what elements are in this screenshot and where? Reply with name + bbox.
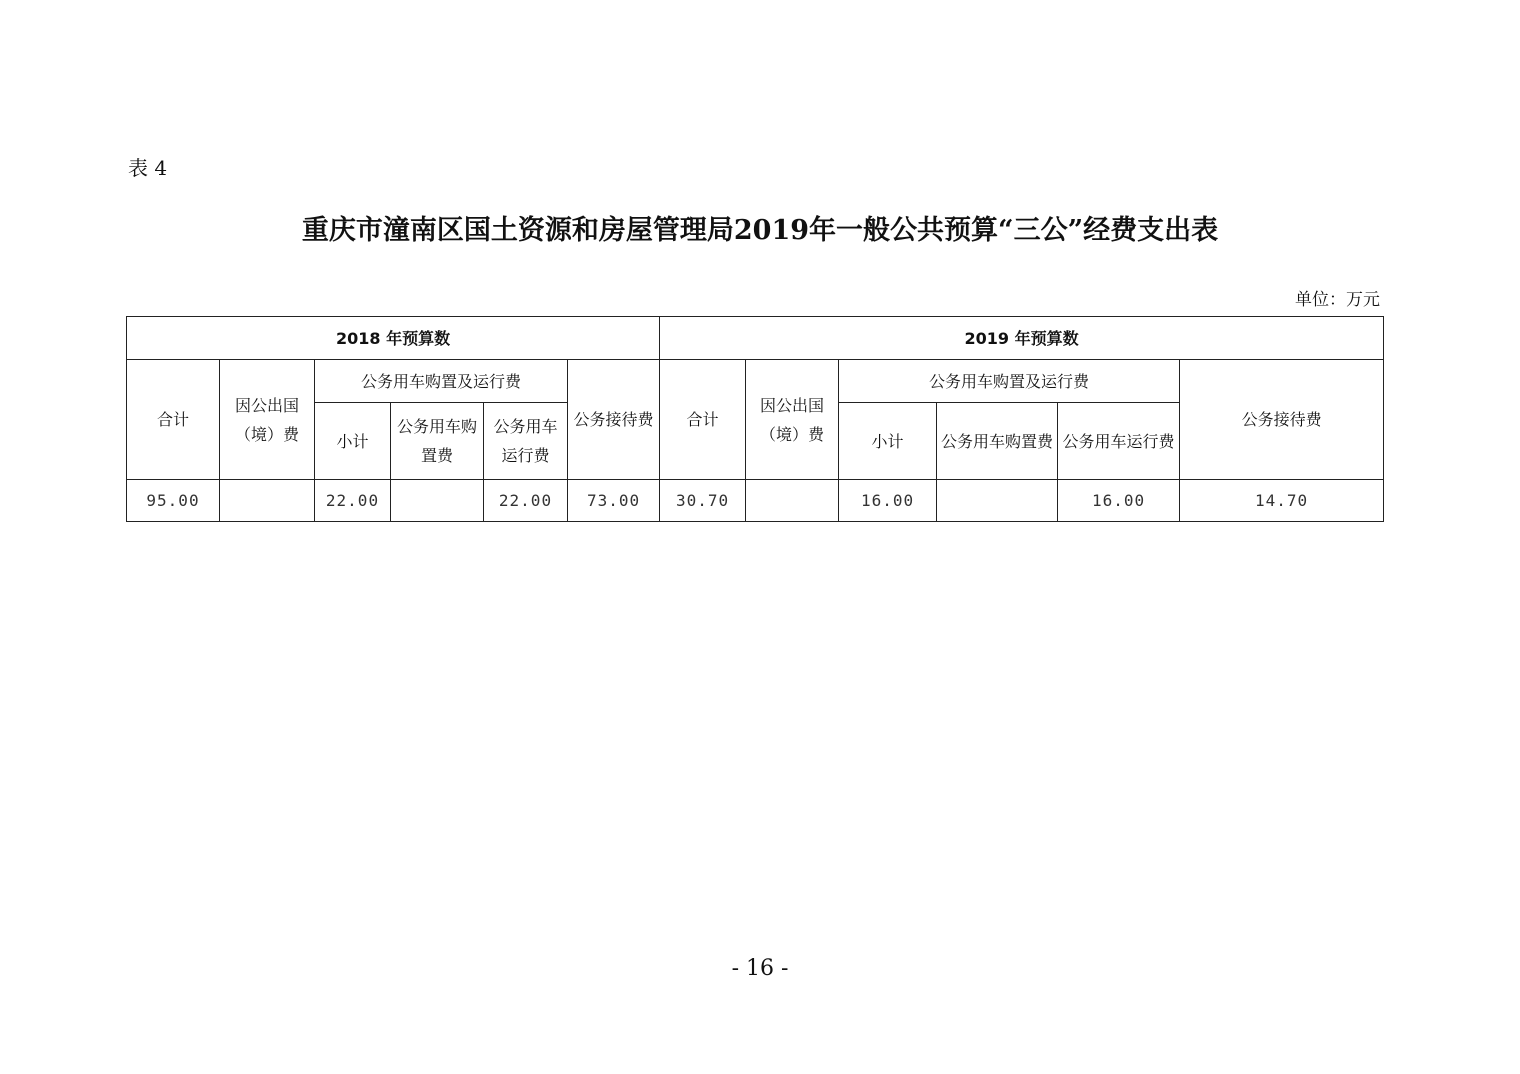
col-2018-car-group: 公务用车购置及运行费	[315, 360, 568, 403]
col-2018-total: 合计	[127, 360, 220, 480]
value-2018-abroad	[220, 480, 315, 522]
col-2019-car-run: 公务用车运行费	[1058, 403, 1180, 480]
col-2018-subtotal: 小计	[315, 403, 391, 480]
header-2019: 2019 年预算数	[660, 317, 1384, 360]
value-2019-total: 30.70	[660, 480, 746, 522]
value-2019-car-run: 16.00	[1058, 480, 1180, 522]
value-2019-abroad	[746, 480, 839, 522]
value-2018-reception: 73.00	[568, 480, 660, 522]
table-row	[127, 480, 1384, 522]
value-2019-reception: 14.70	[1180, 480, 1384, 522]
budget-table	[126, 316, 1384, 522]
page-number: - 16 -	[731, 956, 789, 981]
col-2019-total: 合计	[660, 360, 746, 480]
table-number: 表 4	[128, 156, 168, 180]
col-2018-reception: 公务接待费	[568, 360, 660, 480]
value-2018-car-run: 22.00	[484, 480, 568, 522]
value-2019-car-purchase	[937, 480, 1058, 522]
col-2019-car-group: 公务用车购置及运行费	[839, 360, 1180, 403]
value-2018-total: 95.00	[127, 480, 220, 522]
col-2019-car-purchase: 公务用车购置费	[937, 403, 1058, 480]
value-2018-subtotal: 22.00	[315, 480, 391, 522]
col-2018-abroad: 因公出国（境）费	[220, 360, 315, 480]
header-2018: 2018 年预算数	[127, 317, 660, 360]
unit-label: 单位：万元	[1295, 290, 1380, 310]
document-title: 重庆市潼南区国土资源和房屋管理局2019年一般公共预算“三公”经费支出表	[301, 215, 1219, 246]
col-2019-abroad: 因公出国（境）费	[746, 360, 839, 480]
col-2019-reception: 公务接待费	[1180, 360, 1384, 480]
col-2018-car-run: 公务用车运行费	[484, 403, 568, 480]
col-2019-subtotal: 小计	[839, 403, 937, 480]
col-2018-car-purchase: 公务用车购置费	[391, 403, 484, 480]
value-2018-car-purchase	[391, 480, 484, 522]
value-2019-subtotal: 16.00	[839, 480, 937, 522]
